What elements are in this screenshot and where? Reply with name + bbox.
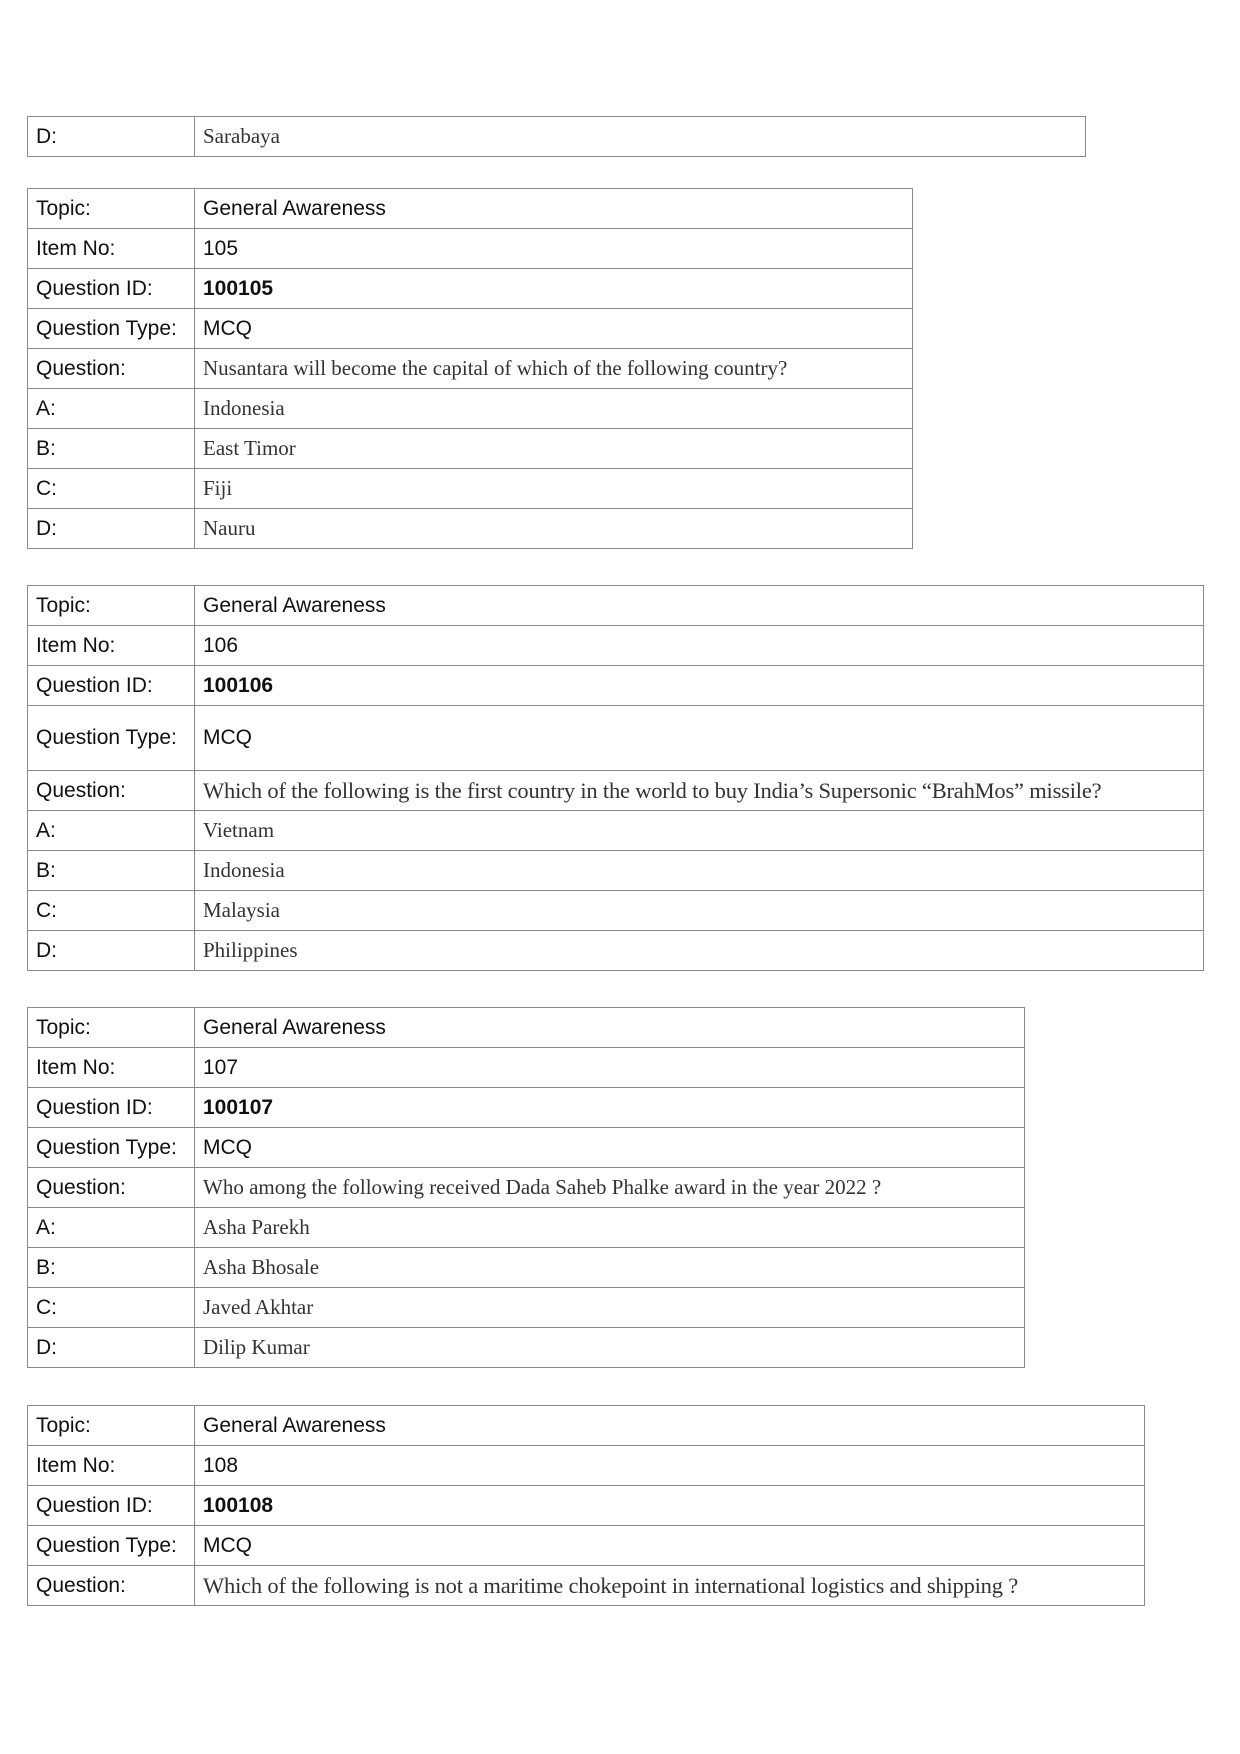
item-no-label: Item No: bbox=[28, 626, 195, 666]
topic-row bbox=[28, 189, 913, 229]
option-a-value: Vietnam bbox=[195, 811, 1204, 851]
question-row bbox=[28, 1168, 1025, 1208]
option-b-value: Asha Bhosale bbox=[195, 1248, 1025, 1288]
option-c-value: Malaysia bbox=[195, 891, 1204, 931]
option-b-value: Indonesia bbox=[195, 851, 1204, 891]
item-no-value: 105 bbox=[195, 229, 913, 269]
question-label: Question: bbox=[28, 1566, 195, 1606]
option-a-row bbox=[28, 811, 1204, 851]
topic-row bbox=[28, 1406, 1145, 1446]
option-c-value: Javed Akhtar bbox=[195, 1288, 1025, 1328]
item-no-row bbox=[28, 229, 913, 269]
option-b-row bbox=[28, 1248, 1025, 1288]
option-d-value: Nauru bbox=[195, 509, 913, 549]
option-c-value: Fiji bbox=[195, 469, 913, 509]
topic-value: General Awareness bbox=[195, 189, 913, 229]
question-label: Question: bbox=[28, 771, 195, 811]
option-a-row bbox=[28, 389, 913, 429]
option-a-label: A: bbox=[28, 389, 195, 429]
option-d-value: Sarabaya bbox=[195, 117, 1086, 157]
question-text: Nusantara will become the capital of which of the following country? bbox=[195, 349, 913, 389]
option-d-row bbox=[28, 509, 913, 549]
option-c-label: C: bbox=[28, 1288, 195, 1328]
question-row bbox=[28, 771, 1204, 811]
option-d-label: D: bbox=[28, 117, 195, 157]
question-id-value: 100107 bbox=[195, 1088, 1025, 1128]
question-table-105 bbox=[27, 188, 913, 549]
question-type-row bbox=[28, 309, 913, 349]
option-b-label: B: bbox=[28, 429, 195, 469]
question-id-row bbox=[28, 666, 1204, 706]
option-b-value: East Timor bbox=[195, 429, 913, 469]
question-row bbox=[28, 1566, 1145, 1606]
option-b-label: B: bbox=[28, 851, 195, 891]
item-no-row bbox=[28, 1048, 1025, 1088]
question-type-value: MCQ bbox=[195, 1128, 1025, 1168]
question-type-row bbox=[28, 1526, 1145, 1566]
option-d-row bbox=[28, 931, 1204, 971]
option-a-value: Asha Parekh bbox=[195, 1208, 1025, 1248]
question-type-row bbox=[28, 706, 1204, 771]
question-type-value: MCQ bbox=[195, 706, 1204, 771]
question-id-row bbox=[28, 269, 913, 309]
question-id-label: Question ID: bbox=[28, 269, 195, 309]
question-id-row bbox=[28, 1088, 1025, 1128]
option-b-row bbox=[28, 851, 1204, 891]
question-id-value: 100105 bbox=[195, 269, 913, 309]
option-d-value: Dilip Kumar bbox=[195, 1328, 1025, 1368]
topic-value: General Awareness bbox=[195, 1406, 1145, 1446]
question-text: Which of the following is not a maritime chokepoint in international logistics and shipping ? bbox=[195, 1566, 1145, 1606]
option-b-label: B: bbox=[28, 1248, 195, 1288]
question-type-label: Question Type: bbox=[28, 706, 195, 771]
option-c-label: C: bbox=[28, 891, 195, 931]
item-no-value: 108 bbox=[195, 1446, 1145, 1486]
question-type-label: Question Type: bbox=[28, 1128, 195, 1168]
item-no-row bbox=[28, 1446, 1145, 1486]
question-table-106 bbox=[27, 585, 1204, 971]
question-type-row bbox=[28, 1128, 1025, 1168]
option-d-label: D: bbox=[28, 1328, 195, 1368]
item-no-label: Item No: bbox=[28, 1048, 195, 1088]
item-no-row bbox=[28, 626, 1204, 666]
topic-label: Topic: bbox=[28, 586, 195, 626]
question-row bbox=[28, 349, 913, 389]
option-c-row bbox=[28, 891, 1204, 931]
question-id-row bbox=[28, 1486, 1145, 1526]
option-c-row bbox=[28, 469, 913, 509]
item-no-label: Item No: bbox=[28, 1446, 195, 1486]
topic-value: General Awareness bbox=[195, 1008, 1025, 1048]
option-c-row bbox=[28, 1288, 1025, 1328]
topic-label: Topic: bbox=[28, 189, 195, 229]
item-no-value: 106 bbox=[195, 626, 1204, 666]
topic-row bbox=[28, 586, 1204, 626]
question-label: Question: bbox=[28, 349, 195, 389]
topic-value: General Awareness bbox=[195, 586, 1204, 626]
question-id-value: 100106 bbox=[195, 666, 1204, 706]
option-a-label: A: bbox=[28, 1208, 195, 1248]
question-text: Which of the following is the first country in the world to buy India’s Supersonic “BrahMos” missile? bbox=[195, 771, 1204, 811]
question-type-label: Question Type: bbox=[28, 309, 195, 349]
option-a-row bbox=[28, 1208, 1025, 1248]
option-a-label: A: bbox=[28, 811, 195, 851]
option-d-row bbox=[28, 1328, 1025, 1368]
option-c-label: C: bbox=[28, 469, 195, 509]
question-type-label: Question Type: bbox=[28, 1526, 195, 1566]
question-id-label: Question ID: bbox=[28, 666, 195, 706]
item-no-value: 107 bbox=[195, 1048, 1025, 1088]
question-label: Question: bbox=[28, 1168, 195, 1208]
question-table-108 bbox=[27, 1405, 1145, 1606]
option-a-value: Indonesia bbox=[195, 389, 913, 429]
question-id-label: Question ID: bbox=[28, 1088, 195, 1128]
option-d-label: D: bbox=[28, 931, 195, 971]
question-id-value: 100108 bbox=[195, 1486, 1145, 1526]
question-text: Who among the following received Dada Saheb Phalke award in the year 2022 ? bbox=[195, 1168, 1025, 1208]
question-table-107 bbox=[27, 1007, 1025, 1368]
option-d-value: Philippines bbox=[195, 931, 1204, 971]
topic-row bbox=[28, 1008, 1025, 1048]
question-type-value: MCQ bbox=[195, 1526, 1145, 1566]
item-no-label: Item No: bbox=[28, 229, 195, 269]
question-id-label: Question ID: bbox=[28, 1486, 195, 1526]
option-d-row bbox=[28, 117, 1086, 157]
topic-label: Topic: bbox=[28, 1406, 195, 1446]
prev-question-table bbox=[27, 116, 1086, 157]
question-type-value: MCQ bbox=[195, 309, 913, 349]
option-b-row bbox=[28, 429, 913, 469]
topic-label: Topic: bbox=[28, 1008, 195, 1048]
option-d-label: D: bbox=[28, 509, 195, 549]
